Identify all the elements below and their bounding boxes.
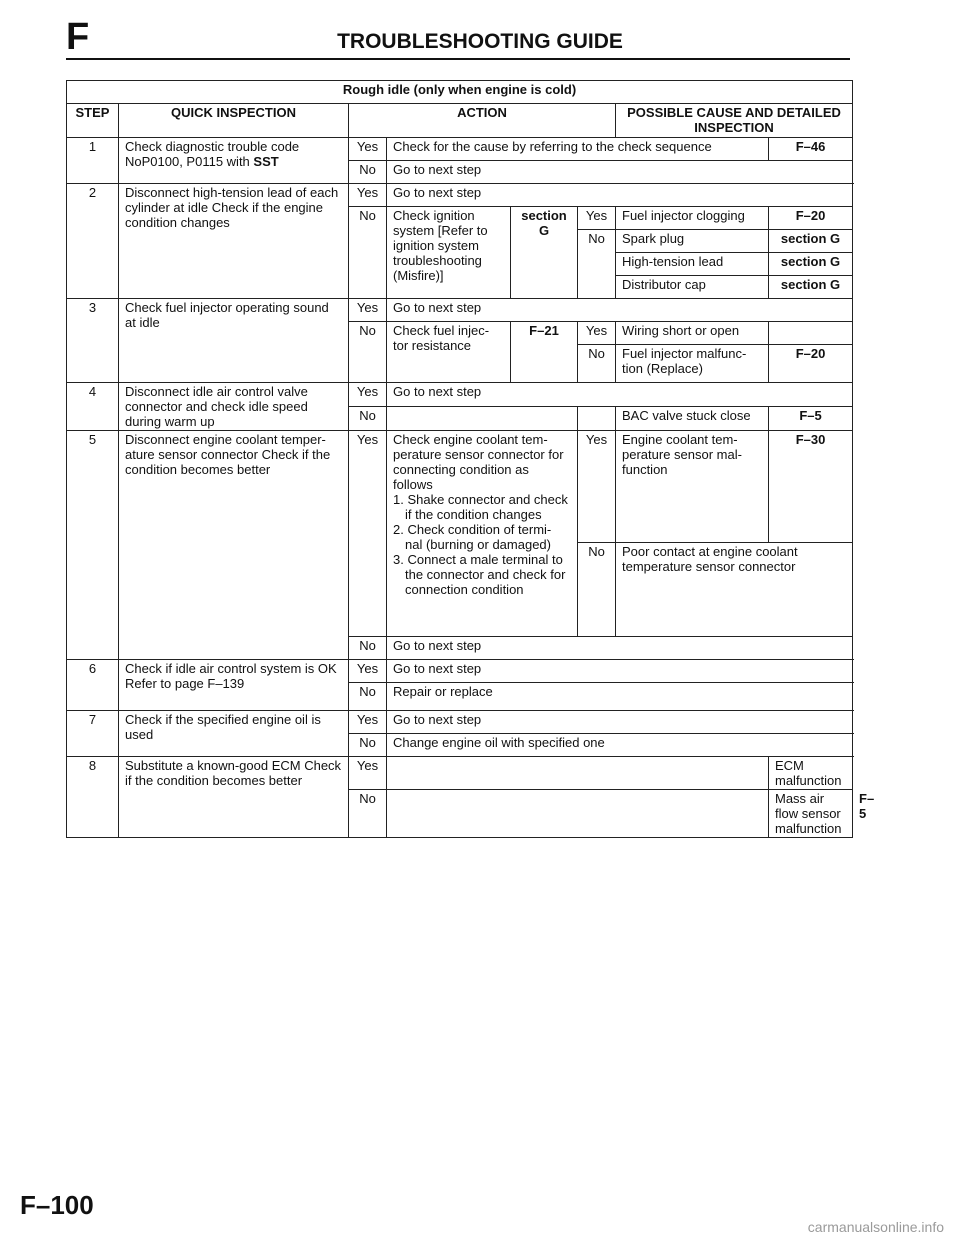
action-text: Check for the cause by referring to the check sequence	[387, 138, 769, 161]
action-text: Repair or replace	[387, 683, 853, 711]
header-rule	[66, 58, 850, 60]
troubleshooting-table	[66, 80, 875, 838]
yes-label: Yes	[349, 711, 387, 734]
check-item: 1. Shake connector and check if the condition changes	[393, 492, 568, 522]
action-text: Go to next step	[387, 161, 853, 184]
quick-inspection: Check fuel injector operating sound at idle	[119, 299, 349, 383]
step-number: 4	[67, 383, 119, 431]
table-row	[67, 431, 853, 543]
yes-label: Yes	[349, 383, 387, 407]
possible-cause: Poor contact at engine coolant temperature sensor connector	[616, 543, 853, 637]
empty-cell	[387, 757, 769, 790]
possible-cause: Engine coolant tem- perature sensor mal- function	[616, 431, 769, 543]
possible-cause: High-tension lead	[616, 253, 769, 276]
table-row	[67, 138, 853, 161]
no-label: No	[349, 637, 387, 660]
yes-label: Yes	[349, 184, 387, 207]
quick-inspection: Check if idle air control system is OK Refer to page F–139	[119, 660, 349, 711]
page-reference	[769, 322, 853, 345]
action-text: Go to next step	[387, 184, 853, 207]
check-intro: Check engine coolant tem- perature sensor connector for connecting condition as follows	[393, 432, 564, 492]
yes-label: Yes	[349, 431, 387, 637]
possible-cause: Wiring short or open	[616, 322, 769, 345]
no-label: No	[349, 407, 387, 431]
yes-label: Yes	[349, 757, 387, 790]
col-possible-cause: POSSIBLE CAUSE AND DETAILED INSPECTION	[616, 104, 853, 138]
table-row	[67, 299, 853, 322]
step-number: 8	[67, 757, 119, 838]
step-number: 2	[67, 184, 119, 299]
step-number: 5	[67, 431, 119, 660]
table-row	[67, 184, 853, 207]
quick-inspection: Disconnect engine coolant temper- ature sensor connector Check if the condition becomes better	[119, 431, 349, 660]
page-reference: F–21	[511, 322, 578, 383]
yes-label: Yes	[578, 431, 616, 543]
check-item: 2. Check condition of termi- nal (burning or damaged)	[393, 522, 552, 552]
page-reference: F–5	[769, 407, 853, 431]
no-label: No	[349, 790, 387, 838]
action-text: Go to next step	[387, 637, 853, 660]
no-label: No	[349, 322, 387, 383]
section-reference: section G	[511, 207, 578, 299]
page-reference: section G	[769, 276, 853, 299]
table-row	[67, 757, 853, 790]
possible-cause: Distributor cap	[616, 276, 769, 299]
yes-label: Yes	[349, 660, 387, 683]
no-label: No	[578, 230, 616, 299]
watermark: carmanualsonline.info	[807, 1219, 944, 1235]
no-label: No	[349, 161, 387, 184]
possible-cause: Spark plug	[616, 230, 769, 253]
action-text: Check ignition system [Refer to ignition system troubleshooting (Misfire)]	[387, 207, 511, 299]
quick-inspection: Disconnect high-tension lead of each cylinder at idle Check if the engine condition changes	[119, 184, 349, 299]
possible-cause: ECM malfunction	[769, 757, 853, 790]
table-row	[67, 660, 853, 683]
no-label: No	[578, 345, 616, 383]
action-text: Check fuel injec- tor resistance	[387, 322, 511, 383]
possible-cause: Mass air flow sensor malfunction	[769, 790, 853, 838]
page-reference: F–30	[769, 431, 853, 543]
possible-cause: BAC valve stuck close	[616, 407, 769, 431]
possible-cause: Fuel injector malfunc- tion (Replace)	[616, 345, 769, 383]
page-number: F–100	[20, 1190, 94, 1220]
no-label: No	[349, 683, 387, 711]
action-text: Go to next step	[387, 660, 853, 683]
page-reference: F–20	[769, 345, 853, 383]
page-reference: F–20	[769, 207, 853, 230]
empty-cell	[578, 407, 616, 431]
page-title: TROUBLESHOOTING GUIDE	[337, 30, 623, 53]
yes-label: Yes	[349, 299, 387, 322]
page-reference: section G	[769, 230, 853, 253]
page-reference: section G	[769, 253, 853, 276]
step-number: 1	[67, 138, 119, 184]
empty-cell	[387, 790, 769, 838]
no-label: No	[349, 207, 387, 299]
action-text: Change engine oil with specified one	[387, 734, 853, 757]
no-label: No	[349, 734, 387, 757]
table-row	[67, 711, 853, 734]
step-number: 7	[67, 711, 119, 757]
no-label: No	[578, 543, 616, 637]
col-quick-inspection: QUICK INSPECTION	[119, 104, 349, 138]
empty-cell	[387, 407, 578, 431]
action-text: Go to next step	[387, 711, 853, 734]
table-title-row	[67, 81, 853, 104]
quick-inspection: Disconnect idle air control valve connector and check idle speed during warm up	[119, 383, 349, 431]
yes-label: Yes	[349, 138, 387, 161]
action-text: Go to next step	[387, 299, 853, 322]
step-number: 6	[67, 660, 119, 711]
col-step: STEP	[67, 104, 119, 138]
column-header-row	[67, 104, 853, 138]
quick-inspection: Check if the specified engine oil is used	[119, 711, 349, 757]
step-number: 3	[67, 299, 119, 383]
possible-cause: Fuel injector clogging	[616, 207, 769, 230]
table-row	[67, 383, 853, 407]
table-row: No Mass air flow sensor malfunction F–5	[67, 790, 853, 838]
action-text	[387, 431, 578, 637]
action-text: Go to next step	[387, 383, 853, 407]
sst-label: SST	[253, 154, 279, 169]
table-title: Rough idle (only when engine is cold)	[67, 81, 853, 104]
check-item: 3. Connect a male terminal to the connector and check for connection condition	[393, 552, 566, 597]
page-reference: F–46	[769, 138, 853, 161]
quick-inspection: Check diagnostic trouble code NoP0100, P0115 with SST	[119, 138, 349, 184]
section-letter: F	[66, 16, 91, 58]
col-action: ACTION	[349, 104, 616, 138]
quick-inspection: Substitute a known-good ECM Check if the condition becomes better	[119, 757, 349, 838]
yes-label: Yes	[578, 207, 616, 230]
yes-label: Yes	[578, 322, 616, 345]
